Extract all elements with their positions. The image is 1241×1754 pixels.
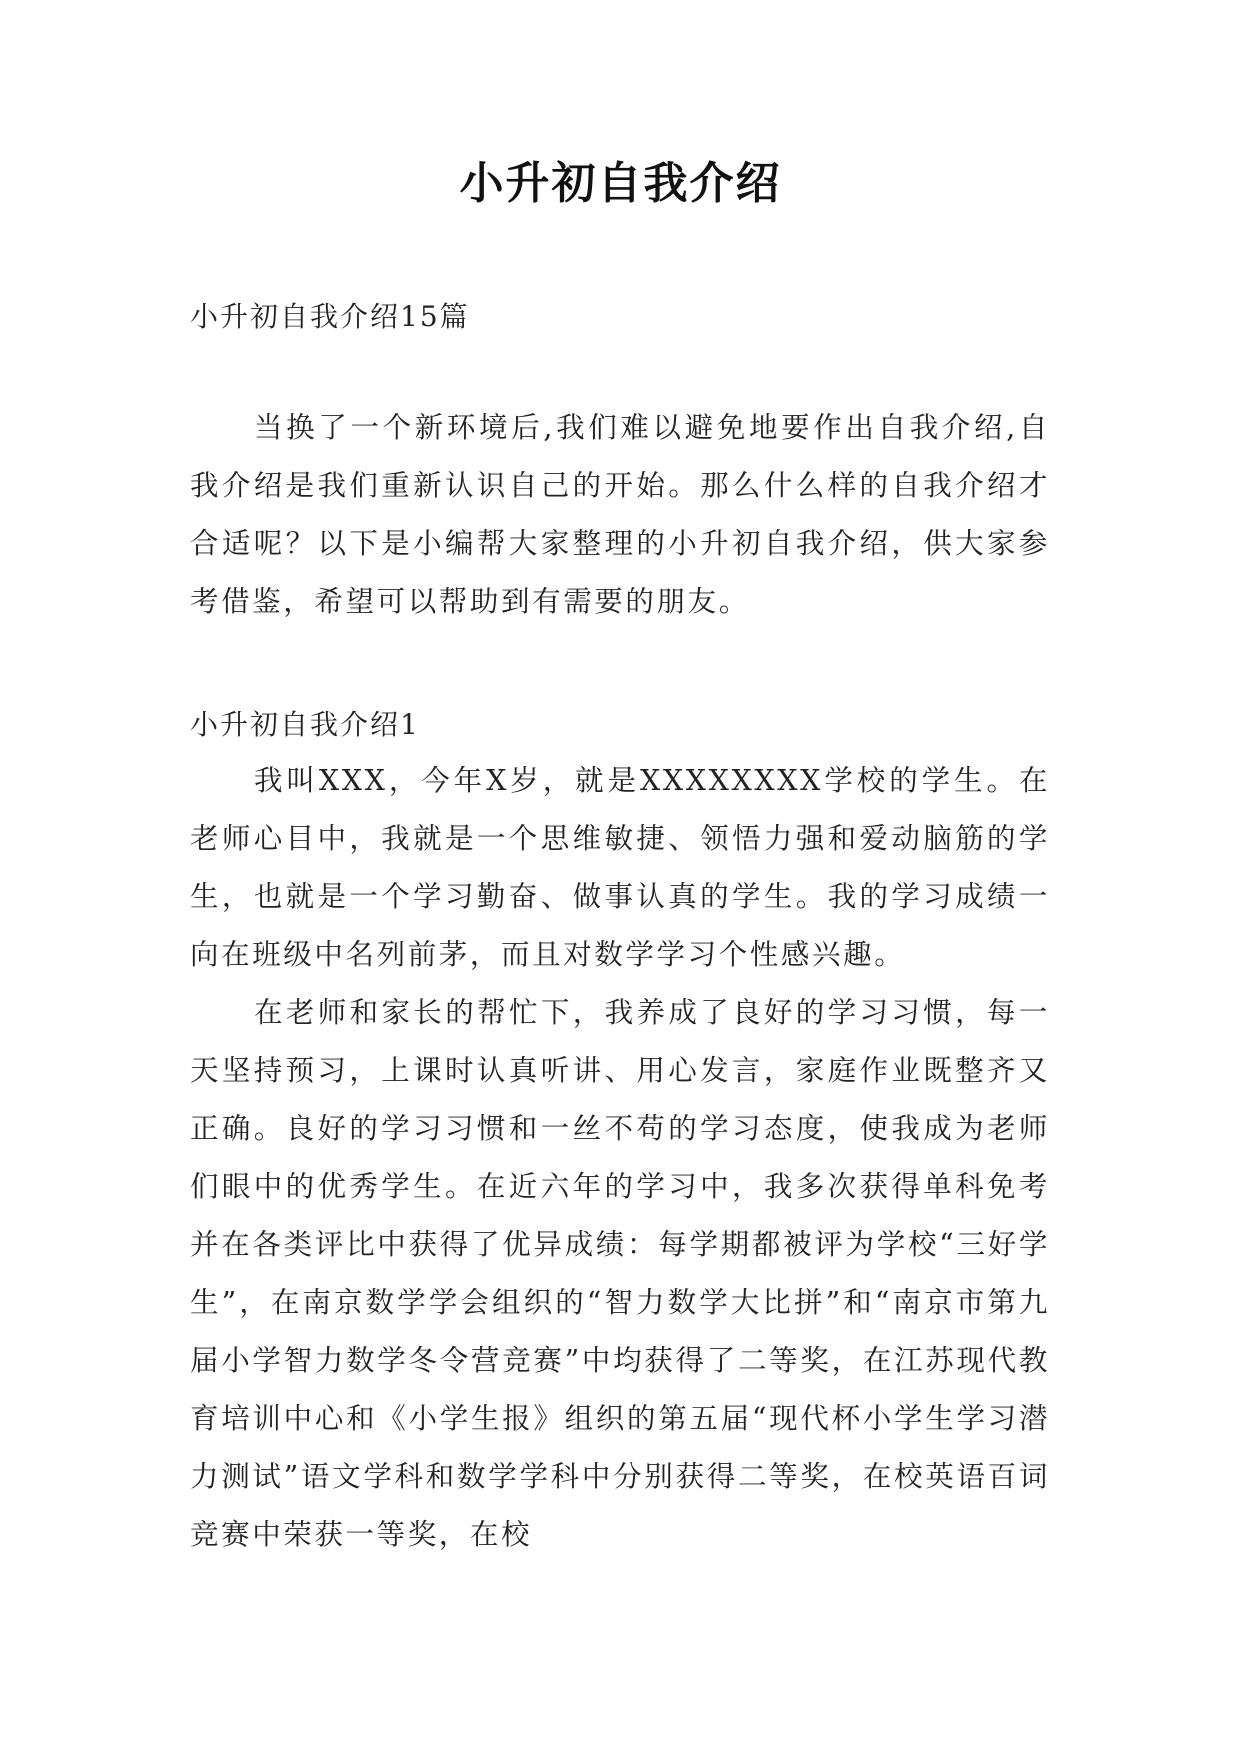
- document-subtitle: 小升初自我介绍15篇: [190, 300, 470, 333]
- document-title: 小升初自我介绍: [459, 158, 782, 209]
- body-paragraph: 我叫XXX，今年X岁，就是XXXXXXXX学校的学生。在老师心目中，我就是一个思维敏捷、领悟力强和爱动脑筋的学生，也就是一个学习勤奋、做事认真的学生。我的学习成绩一向在班级中名列前茅，而且对数学学习个性感兴趣。: [190, 764, 1050, 971]
- section-heading: 小升初自我介绍1: [190, 708, 420, 741]
- body-paragraph: 在老师和家长的帮忙下，我养成了良好的学习习惯，每一天坚持预习，上课时认真听讲、用心发言，家庭作业既整齐又正确。良好的学习习惯和一丝不苟的学习态度，使我成为老师们眼中的优秀学生。在近六年的学习中，我多次获得单科免考并在各类评比中获得了优异成绩：每学期都被评为学校“三好学生”，在南京数学学会组织的“智力数学大比拼”和“南京市第九届小学智力数学冬令营竞赛”中均获得了二等奖，在江苏现代教育培训中心和《小学生报》组织的第五届“现代杯小学生学习潜力测试”语文学科和数学学科中分别获得二等奖，在校英语百词竞赛中荣获一等奖，在校: [190, 996, 1050, 1551]
- intro-paragraph: 当换了一个新环境后,我们难以避免地要作出自我介绍,自我介绍是我们重新认识自己的开始。那么什么样的自我介绍才合适呢？以下是小编帮大家整理的小升初自我介绍，供大家参考借鉴，希望可以帮助到有需要的朋友。: [190, 411, 1050, 618]
